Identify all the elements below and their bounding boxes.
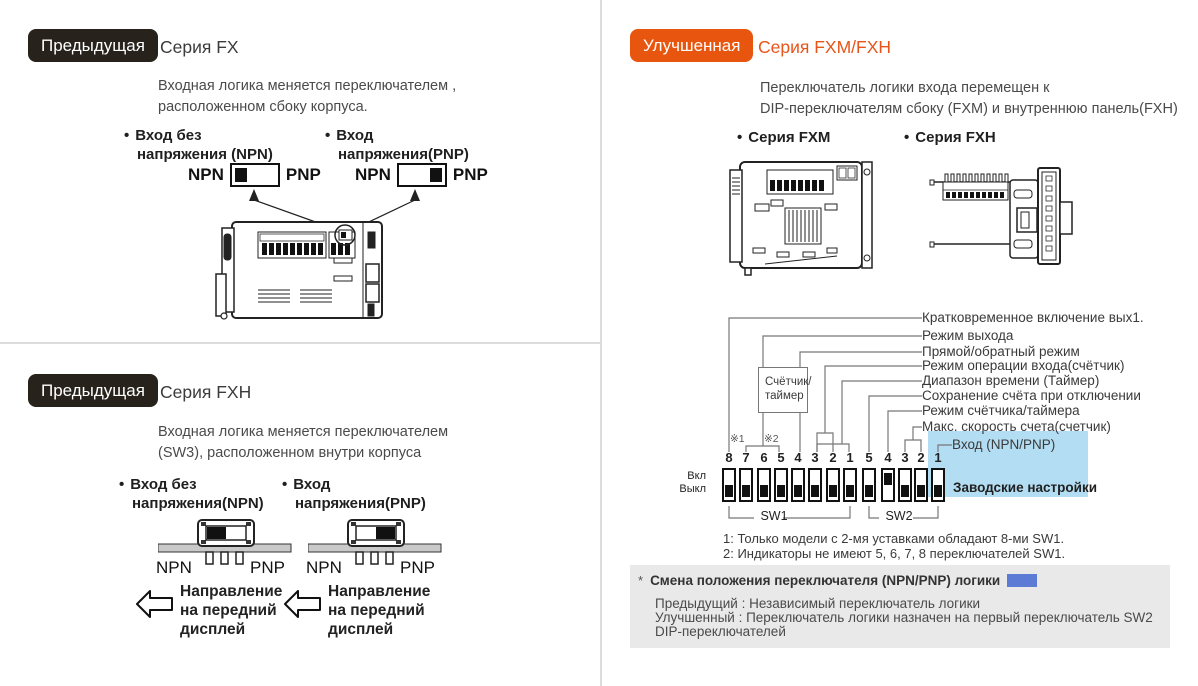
pnp-switch-graphic — [397, 163, 447, 187]
dip-number: 1 — [934, 450, 942, 465]
dip-knob — [794, 485, 802, 497]
blue-color-swatch — [1007, 574, 1037, 587]
fxh-bullet-npn-line2: напряжения(NPN) — [132, 495, 264, 512]
npn-switch-graphic — [230, 163, 280, 187]
improved-description — [760, 78, 1178, 120]
direction-line1: Направление — [328, 583, 431, 600]
direction-line2: на передний — [328, 602, 425, 619]
dip-number: 5 — [777, 450, 785, 465]
footer-line-dip: DIP-переключателей — [655, 624, 786, 639]
ref-mark-1: ※1 — [730, 433, 745, 445]
factory-settings-label: Заводские настройки — [953, 480, 1097, 495]
direction-text-1 — [180, 582, 282, 639]
pnp-label: PNP — [285, 165, 321, 184]
pnp-label: PNP — [250, 558, 285, 577]
fxm-device-drawing — [725, 152, 875, 282]
bullet-dot: • — [119, 476, 125, 493]
fx-device-drawing — [210, 186, 425, 331]
fx-bullet-pnp-line2: напряжения(PNP) — [338, 146, 469, 163]
dip-knob — [725, 485, 733, 497]
on-label: Вкл — [687, 470, 706, 482]
dip-column-sw1-6 — [755, 450, 773, 502]
fxh-desc-line2: (SW3), расположенном внутри корпуса — [158, 445, 422, 461]
sw1-group-label: SW1 — [760, 509, 788, 523]
npn-label: NPN — [355, 165, 391, 184]
footer-note-box — [630, 565, 1170, 648]
footer-line-previous: Предыдущий : Независимый переключатель логики — [655, 596, 981, 611]
fx-bullet-npn — [124, 127, 202, 144]
diagram-label-2: Режим выхода — [922, 328, 1014, 343]
dip-switch-sw1-8 — [722, 468, 736, 502]
diagram-label-7: Режим счётчика/таймера — [922, 403, 1080, 418]
dip-number: 5 — [865, 450, 873, 465]
diagram-label-8: Макс. скорость счета(счетчик) — [922, 419, 1111, 434]
fx-title: Серия FX — [160, 37, 239, 57]
dip-switch-sw2-5 — [862, 468, 876, 502]
dip-column-sw1-4 — [789, 450, 807, 502]
sw2-group-label: SW2 — [885, 509, 913, 523]
dip-knob — [811, 485, 819, 497]
fxh-device-drawing — [925, 160, 1105, 275]
dip-switch-sw1-7 — [739, 468, 753, 502]
dip-knob — [829, 485, 837, 497]
footer-title: Смена положения переключателя (NPN/PNP) логики — [650, 573, 1001, 588]
fx-description — [158, 76, 456, 118]
diagram-note-1: 1: Только модели с 2-мя уставками обладают 8-ми SW1. — [723, 531, 1065, 546]
fxh-bullet-pnp — [282, 476, 330, 493]
diagram-label-9: Вход (NPN/PNP) — [952, 437, 1056, 452]
fx-desc-line2: расположенном сбоку корпуса. — [158, 99, 368, 115]
dip-column-sw2-4 — [879, 450, 897, 502]
bullet-dot: • — [904, 129, 910, 146]
counter-timer-box — [758, 367, 812, 413]
left-arrow-icon — [136, 590, 174, 618]
fxh-description — [158, 422, 448, 464]
dip-column-sw2-5 — [860, 450, 878, 502]
fxh-bullet-npn — [119, 476, 197, 493]
diagram-note-2: 2: Индикаторы не имеют 5, 6, 7, 8 переключателей SW1. — [723, 546, 1066, 561]
counter-timer-line2: таймер — [765, 390, 804, 402]
dip-knob — [742, 485, 750, 497]
asterisk: * — [638, 573, 644, 588]
dip-knob — [846, 485, 854, 497]
dip-switch-sw1-5 — [774, 468, 788, 502]
badge-improved: Улучшенная — [630, 29, 753, 62]
dip-number: 6 — [760, 450, 768, 465]
fxh-desc-line1: Входная логика меняется переключателем — [158, 424, 449, 440]
fxh-title: Серия FXH — [160, 382, 252, 402]
dip-switch-sw1-6 — [757, 468, 771, 502]
fx-bullet-npn-line1: Вход без — [135, 127, 202, 144]
dip-knob — [901, 485, 909, 497]
diagram-label-1: Кратковременное включение вых1. — [922, 310, 1144, 325]
dip-knob — [865, 485, 873, 497]
diagram-label-3: Прямой/обратный режим — [922, 344, 1080, 359]
ref-mark-2: ※2 — [764, 433, 779, 445]
bullet-dot: • — [325, 127, 331, 144]
dip-switch-sw2-2 — [914, 468, 928, 502]
fx-bullet-pnp — [325, 127, 373, 144]
fx-bullet-npn-line2: напряжения (NPN) — [137, 146, 273, 163]
switch-knob — [430, 168, 442, 182]
dip-switch-sw1-2 — [826, 468, 840, 502]
footer-line-improved: Улучшенный : Переключатель логики назначен на первый переключатель SW2 — [655, 610, 1153, 625]
dip-number: 1 — [846, 450, 854, 465]
dip-number: 3 — [811, 450, 819, 465]
direction-line1: Направление — [180, 583, 283, 600]
dip-switch-sw1-4 — [791, 468, 805, 502]
fxm-fxh-title: Серия FXM/FXH — [758, 37, 892, 57]
dip-column-sw2-2 — [912, 450, 930, 502]
diagram-label-4: Режим операции входа(счётчик) — [922, 358, 1125, 373]
dip-column-sw2-1 — [929, 450, 947, 502]
dip-column-sw1-5 — [772, 450, 790, 502]
counter-timer-line1: Счётчик/ — [765, 376, 812, 388]
fx-switch-npn-position — [188, 163, 321, 187]
npn-label: NPN — [156, 558, 192, 577]
dip-number: 2 — [829, 450, 837, 465]
dip-switch-sw1-3 — [808, 468, 822, 502]
dip-number: 4 — [794, 450, 802, 465]
dip-number: 7 — [742, 450, 750, 465]
bullet-dot: • — [737, 129, 743, 146]
dip-column-sw1-1 — [841, 450, 859, 502]
dip-column-sw1-7 — [737, 450, 755, 502]
improved-desc-line1: Переключатель логики входа перемещен к — [760, 80, 1050, 96]
dip-number: 3 — [901, 450, 909, 465]
dip-knob — [884, 473, 892, 485]
dip-knob — [760, 485, 768, 497]
dip-switch-sw2-4 — [881, 468, 895, 502]
badge-previous-fx: Предыдущая — [28, 29, 158, 62]
badge-previous-fxh: Предыдущая — [28, 374, 158, 407]
left-arrow-icon — [284, 590, 322, 618]
dip-knob — [917, 485, 925, 497]
fxh-bullet-pnp-line1: Вход — [293, 476, 331, 493]
fx-switch-pnp-position — [355, 163, 488, 187]
direction-text-2 — [328, 582, 430, 639]
dip-knob — [777, 485, 785, 497]
switch-knob — [235, 168, 247, 182]
dip-column-sw1-2 — [824, 450, 842, 502]
improved-desc-line2: DIP-переключателям сбоку (FXM) и внутреннюю панель(FXH) — [760, 101, 1178, 117]
diagram-label-6: Сохранение счёта при отключении — [922, 388, 1141, 403]
direction-line3: дисплей — [180, 621, 246, 638]
horizontal-divider — [0, 342, 600, 344]
dip-knob — [934, 485, 942, 497]
pnp-label: PNP — [400, 558, 435, 577]
bullet-series-fxh — [904, 129, 996, 146]
on-off-labels — [662, 470, 706, 496]
dip-number: 8 — [725, 450, 733, 465]
dip-switch-sw1-1 — [843, 468, 857, 502]
off-label: Выкл — [679, 483, 706, 495]
dip-number: 2 — [917, 450, 925, 465]
bullet-dot: • — [282, 476, 288, 493]
npn-label: NPN — [188, 165, 224, 184]
dip-column-sw1-8 — [720, 450, 738, 502]
fxh-bullet-pnp-line2: напряжения(PNP) — [295, 495, 426, 512]
npn-label: NPN — [306, 558, 342, 577]
dip-number: 4 — [884, 450, 892, 465]
dip-column-sw1-3 — [806, 450, 824, 502]
fx-desc-line1: Входная логика меняется переключателем , — [158, 78, 457, 94]
diagram-label-5: Диапазон времени (Таймер) — [922, 373, 1100, 388]
fx-bullet-pnp-line1: Вход — [336, 127, 374, 144]
series-fxh-label: Серия FXH — [915, 129, 996, 146]
vertical-divider — [600, 0, 602, 686]
fxh-bullet-npn-line1: Вход без — [130, 476, 197, 493]
bullet-series-fxm — [737, 129, 830, 146]
series-fxm-label: Серия FXM — [748, 129, 831, 146]
dip-switch-sw2-1 — [931, 468, 945, 502]
pnp-label: PNP — [452, 165, 488, 184]
dip-switch-sw2-3 — [898, 468, 912, 502]
bullet-dot: • — [124, 127, 130, 144]
direction-line2: на передний — [180, 602, 277, 619]
direction-line3: дисплей — [328, 621, 394, 638]
footer-title-row — [638, 573, 1037, 588]
